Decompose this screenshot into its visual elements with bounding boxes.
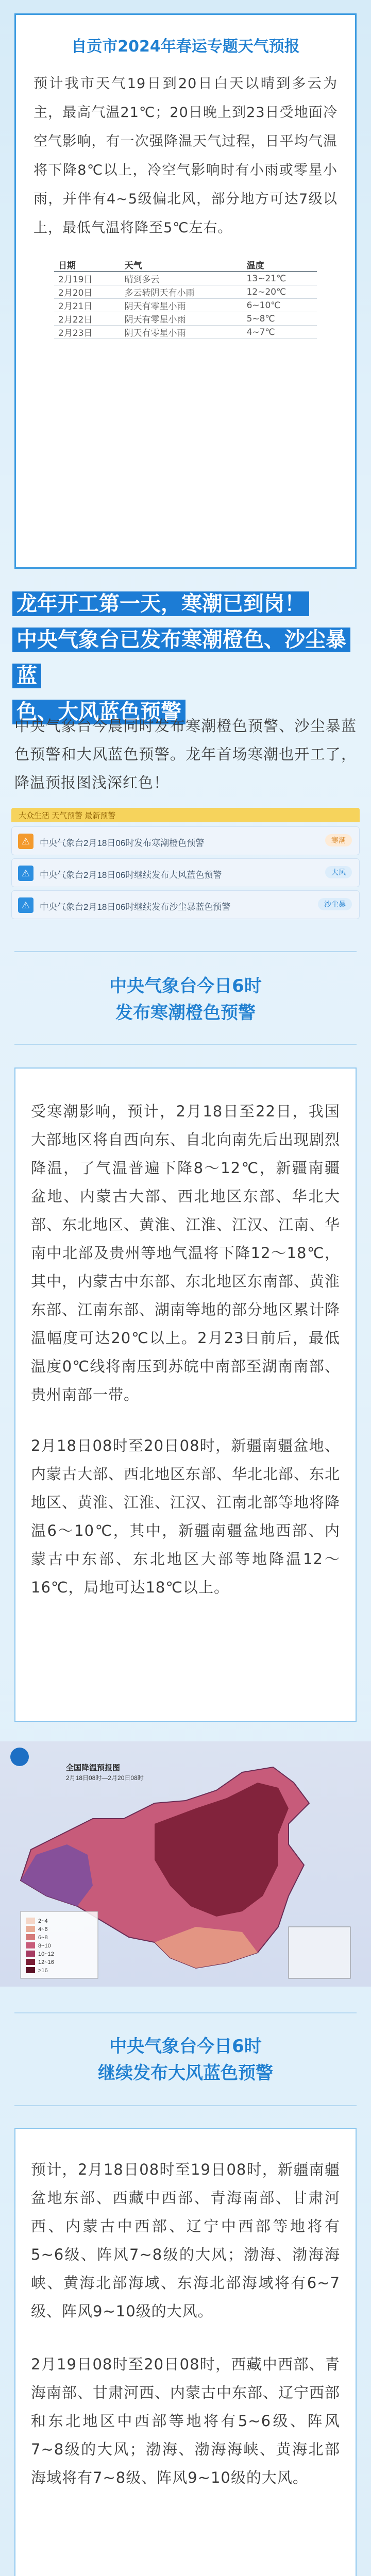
legend-swatch — [26, 1918, 35, 1924]
warning-list-header — [11, 808, 360, 822]
legend-label: >16 — [38, 1968, 48, 1974]
banner-line-3: 色、大风蓝色预警 — [12, 700, 185, 724]
section2-title-line2: 继续发布大风蓝色预警 — [98, 2063, 273, 2083]
warning-list — [0, 808, 371, 923]
legend-swatch — [26, 1926, 35, 1932]
forecast-table-wrap — [33, 258, 338, 339]
cell-temp: 5~8℃ — [243, 312, 317, 326]
cell-temp: 4~7℃ — [243, 326, 317, 339]
map-subtitle: 2月18日08时—2月20日08时 — [66, 1774, 144, 1782]
cell-weather: 多云转阴天有小雨 — [121, 285, 243, 299]
forecast-header-date: 日期 — [54, 258, 121, 272]
legend-label: 2~4 — [38, 1918, 48, 1924]
section1-para2: 2月18日08时至20日08时，新疆南疆盆地、内蒙古大部、西北地区东部、华北北部、东北地区、黄淮、江淮、江汉、江南北部等地将降温6～10℃，其中，新疆南疆盆地西部、内蒙古中东部、东北地区大部等地降温12～16℃，局地可达18℃以上。 — [31, 1437, 341, 1596]
divider — [14, 951, 357, 952]
cell-temp: 6~10℃ — [243, 299, 317, 312]
legend-swatch — [26, 1959, 35, 1965]
cell-weather: 晴到多云 — [121, 272, 243, 285]
divider — [14, 2105, 357, 2106]
cell-weather: 阴天有零星小雨 — [121, 312, 243, 326]
legend-swatch — [26, 1934, 35, 1940]
warning-icon: ⚠ — [18, 897, 33, 913]
cell-date: 2月19日 — [54, 272, 121, 285]
cell-date: 2月20日 — [54, 285, 121, 299]
cell-temp: 13~21℃ — [243, 272, 317, 285]
legend-label: 8~10 — [38, 1943, 51, 1949]
banner-line-2: 中央气象台已发布寒潮橙色、沙尘暴蓝 — [12, 628, 350, 688]
section2-para1: 预计，2月18日08时至19日08时，新疆南疆盆地东部、西藏中西部、青海南部、甘肃河西、内蒙古中西部、辽宁中西部等地将有5~6级、阵风7~8级的大风；渤海、渤海海峡、黄海北部海域、东海北部海域将有6~7级、阵风9~10级的大风。 — [31, 2161, 340, 2320]
legend-swatch — [26, 1942, 35, 1948]
table-row — [54, 285, 317, 299]
section1-title-line1: 中央气象台今日6时 — [109, 976, 262, 996]
table-row — [54, 312, 317, 326]
divider — [14, 2012, 357, 2013]
china-map-graphic — [0, 1741, 371, 1987]
warning-item-tag: 寒潮 — [325, 834, 352, 846]
legend-label: 6~8 — [38, 1935, 48, 1941]
cell-date: 2月23日 — [54, 326, 121, 339]
warning-list-header-text: 大众生活 天气预警 最新预警 — [19, 811, 116, 820]
section1-card — [14, 1067, 357, 1722]
legend-label: 10~12 — [38, 1951, 54, 1957]
warning-item[interactable] — [11, 858, 360, 887]
warning-icon: ⚠ — [18, 866, 33, 881]
warning-icon: ⚠ — [18, 834, 33, 849]
table-row — [54, 299, 317, 312]
legend-label: 4~6 — [38, 1926, 48, 1933]
legend-swatch — [26, 1951, 35, 1957]
headline-banner — [12, 588, 363, 733]
forecast-header-temp: 温度 — [243, 258, 317, 272]
table-row — [54, 326, 317, 339]
cell-weather: 阴天有零星小雨 — [121, 326, 243, 339]
warning-item-text: 中央气象台2月18日06时发布寒潮橙色预警 — [40, 838, 205, 848]
warning-item[interactable] — [11, 890, 360, 919]
warning-item-text: 中央气象台2月18日06时继续发布沙尘暴蓝色预警 — [40, 902, 231, 912]
divider — [14, 1044, 357, 1045]
banner-line-1: 龙年开工第一天，寒潮已到岗！ — [12, 591, 309, 616]
cell-date: 2月22日 — [54, 312, 121, 326]
logo-icon — [10, 1748, 29, 1766]
intro-card — [14, 13, 357, 569]
cell-date: 2月21日 — [54, 299, 121, 312]
forecast-header-weather: 天气 — [121, 258, 243, 272]
summary-text: 中央气象台今晨同时发布寒潮橙色预警、沙尘暴蓝色预警和大风蓝色预警。龙年首场寒潮也开工了，降温预报图浅深红色！ — [14, 717, 357, 791]
intro-title: 自贡市2024年春运专题天气预报 — [71, 38, 300, 56]
temperature-drop-map — [0, 1741, 371, 1987]
section2-para2: 2月19日08时至20日08时，西藏中西部、青海南部、甘肃河西、内蒙古中东部、辽宁西部和东北地区中西部等地将有5~6级、阵风7~8级的大风；渤海、渤海海峡、黄海北部海域将有7~8级、阵风9~10级的大风。 — [31, 2355, 341, 2486]
section1-para1: 受寒潮影响，预计，2月18日至22日，我国大部地区将自西向东、自北向南先后出现剧烈降温，了气温普遍下降8～12℃，新疆南疆盆地、内蒙古大部、西北地区东部、华北大部、东北地区、黄淮、江淮、江汉、江南、华南中北部及贵州等地气温将下降12～18℃，其中，内蒙古中东部、东北地区东南部、黄淮东部、江南东部、湖南等地的部分地区累计降温幅度可达20℃以上。2月23日前后，最低温度0℃线将南压到苏皖中南部至湖南南部、贵州南部一带。 — [31, 1103, 341, 1403]
section2-title-line1: 中央气象台今日6时 — [109, 2036, 262, 2057]
section1-title-line2: 发布寒潮橙色预警 — [115, 1003, 256, 1023]
map-title: 全国降温预报图 — [66, 1764, 121, 1772]
forecast-table — [54, 258, 317, 339]
cell-temp: 12~20℃ — [243, 285, 317, 299]
intro-body: 预计我市天气19日到20日白天以晴到多云为主，最高气温21℃；20日晚上到23日受地面冷空气影响，有一次强降温天气过程，日平均气温将下降8℃以上，冷空气影响时有小雨或零星小雨，并伴有4~5级偏北风，部分地方可达7级以上，最低气温将降至5℃左右。 — [33, 76, 338, 236]
warning-item-tag: 大风 — [325, 866, 352, 878]
legend-label: 12~16 — [38, 1959, 54, 1965]
section2-card — [14, 2128, 357, 2576]
legend-swatch — [26, 1967, 35, 1973]
summary-block — [14, 712, 357, 797]
warning-item-text: 中央气象台2月18日06时继续发布大风蓝色预警 — [40, 870, 222, 880]
warning-item[interactable] — [11, 826, 360, 855]
cell-weather: 阴天有零星小雨 — [121, 299, 243, 312]
table-row — [54, 272, 317, 285]
warning-item-tag: 沙尘暴 — [318, 898, 352, 910]
south-sea-inset — [289, 1927, 350, 1978]
